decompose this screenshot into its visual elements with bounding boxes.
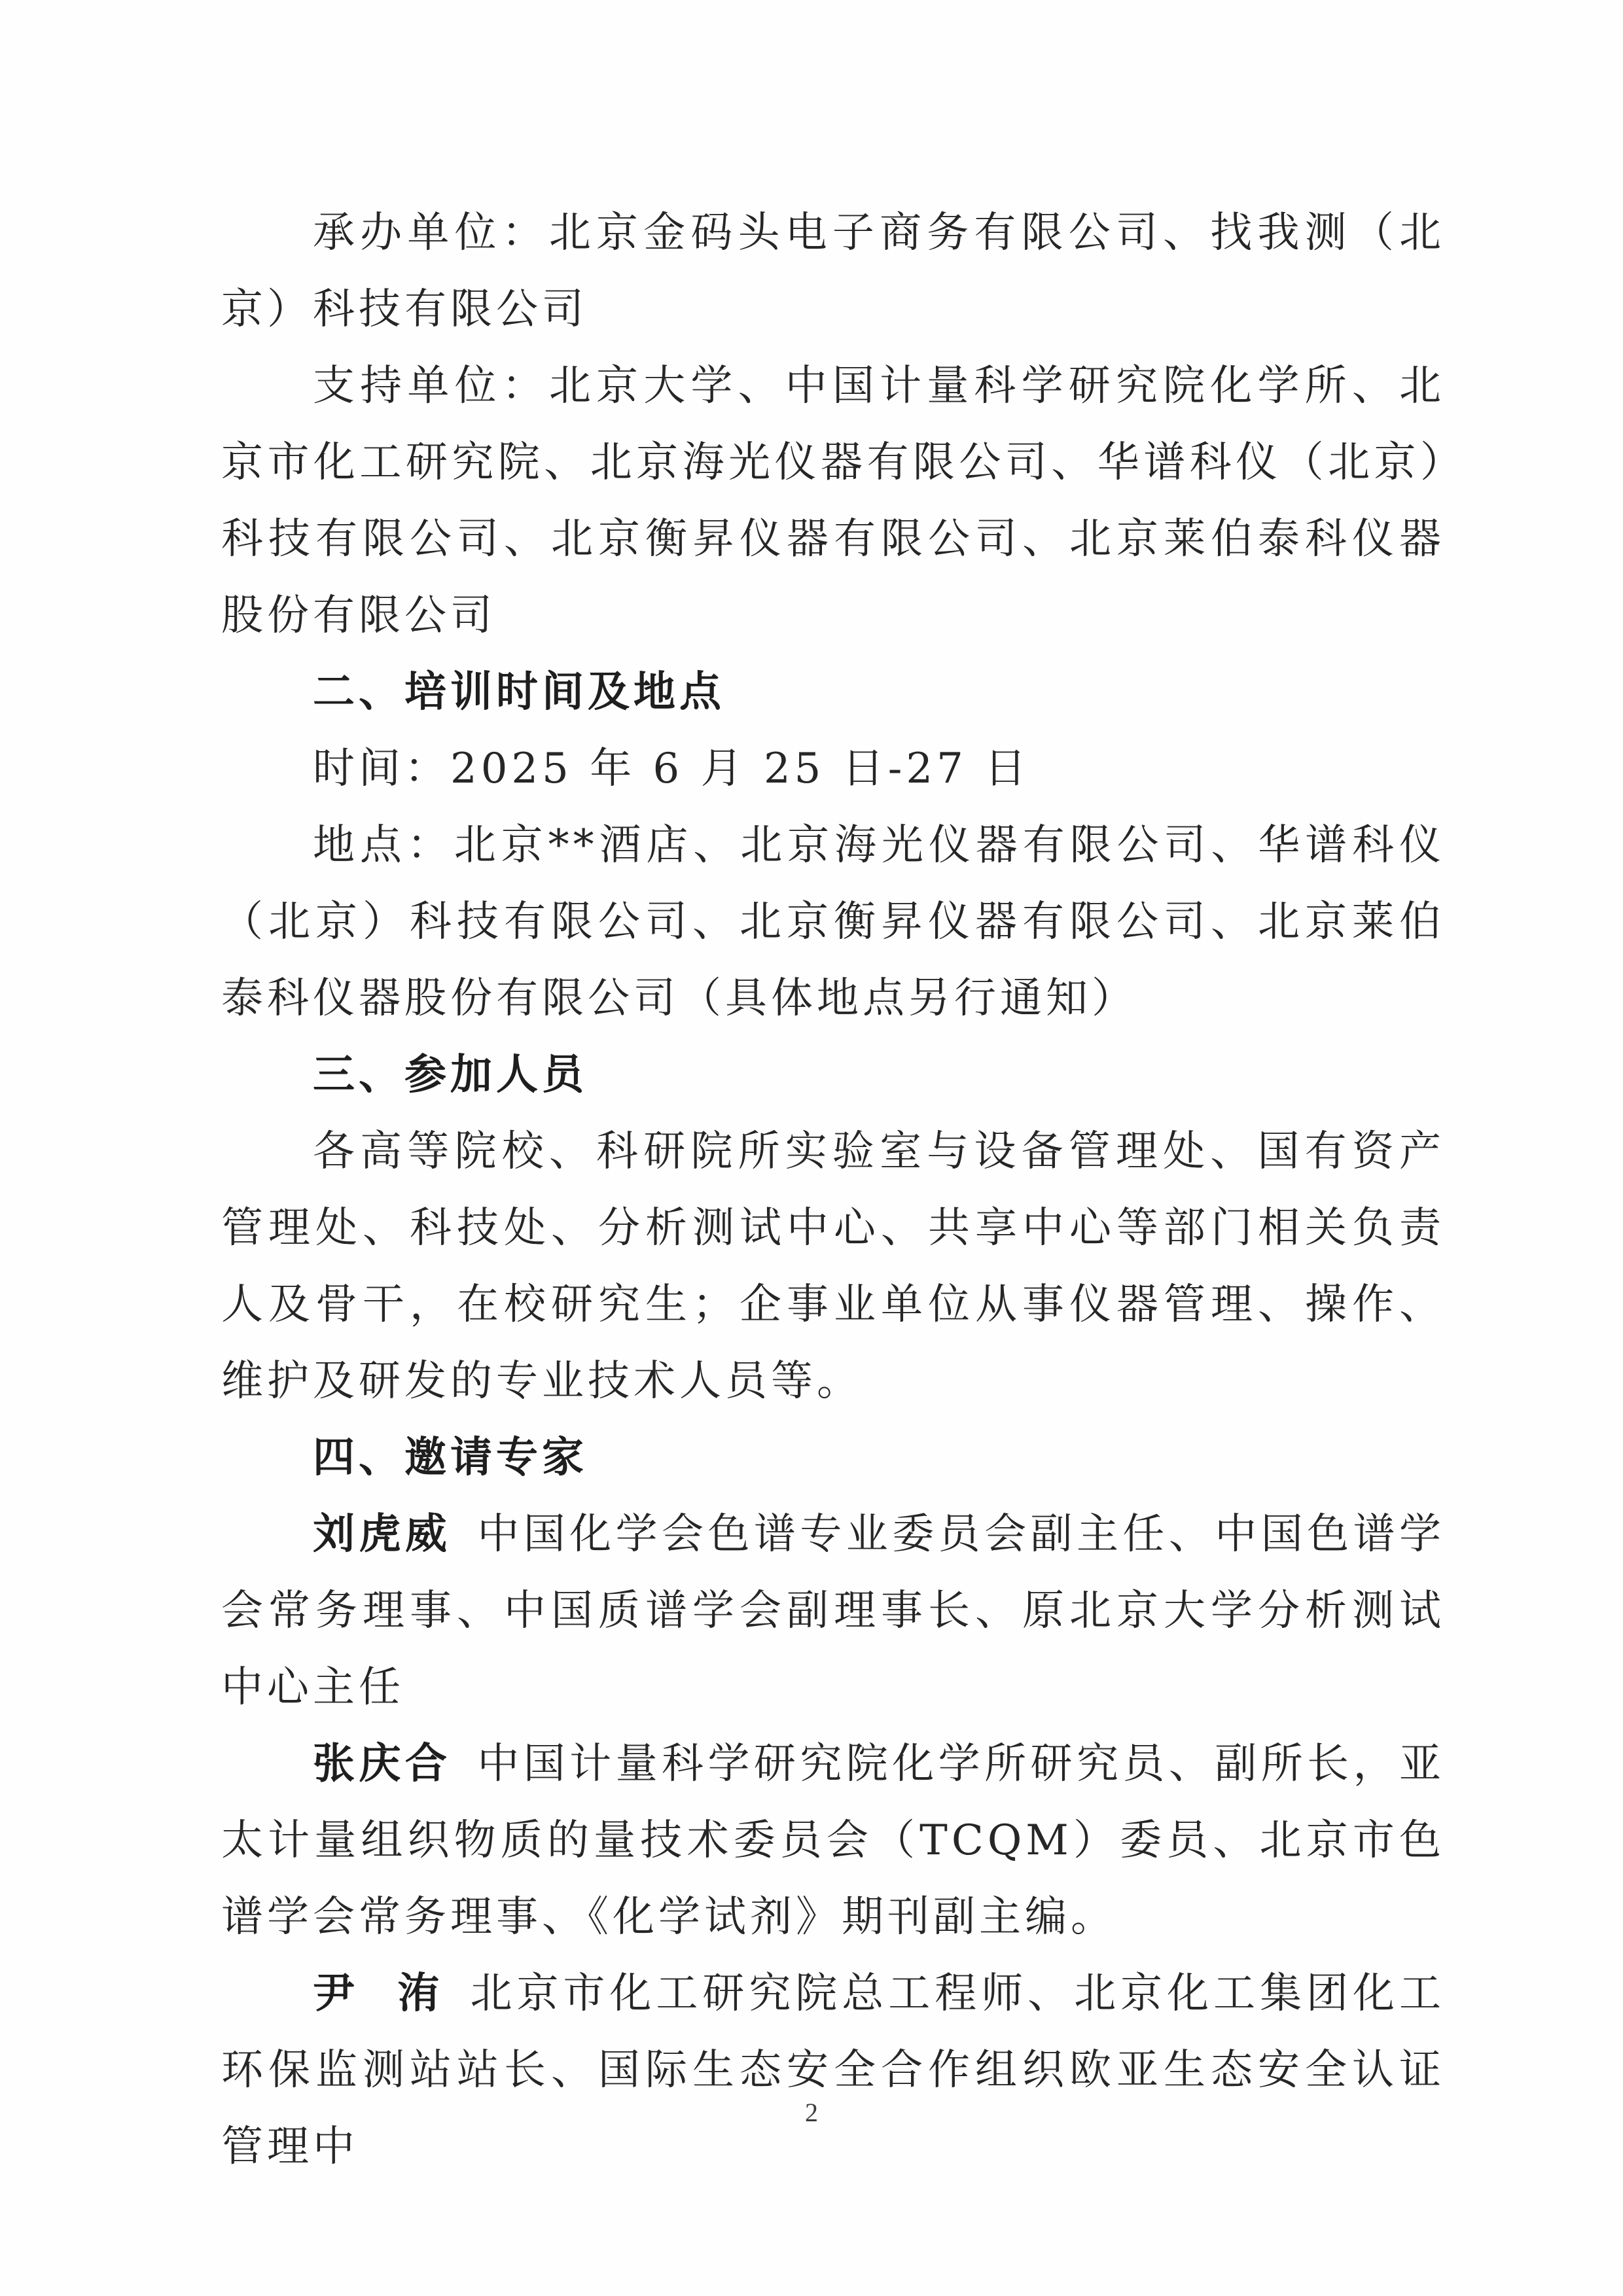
section-heading-experts: 四、邀请专家: [313, 1434, 588, 1482]
expert-entry: [221, 1496, 1445, 1726]
expert-description: 中国计量科学研究院化学所研究员、副所长，亚太计量组织物质的量技术委员会（TCQM）委员、北京市色谱学会常务理事、《化学试剂》期刊副主编。: [221, 1740, 1446, 1941]
expert-description: 北京市化工研究院总工程师、北京化工集团化工环保监测站站长、国际生态安全合作组织欧亚生态安全认证管理中: [221, 1969, 1445, 2171]
expert-entry: [221, 1956, 1445, 2185]
training-location-paragraph: 地点：北京**酒店、北京海光仪器有限公司、华谱科仪（北京）科技有限公司、北京衡昇仪器有限公司、北京莱伯泰科仪器股份有限公司（具体地点另行通知）: [221, 821, 1445, 1023]
expert-name: 刘虎威: [313, 1510, 452, 1559]
section-heading-participants: 三、参加人员: [313, 1051, 588, 1099]
organizer-paragraph: 承办单位：北京金码头电子商务有限公司、找我测（北京）科技有限公司: [221, 209, 1445, 334]
expert-name: 尹 洧: [313, 1969, 444, 2018]
expert-name: 张庆合: [313, 1740, 452, 1788]
expert-entry: [221, 1726, 1445, 1956]
supporter-paragraph: 支持单位：北京大学、中国计量科学研究院化学所、北京市化工研究院、北京海光仪器有限公司、华谱科仪（北京）科技有限公司、北京衡昇仪器有限公司、北京莱伯泰科仪器股份有限公司: [221, 362, 1445, 640]
training-time-paragraph: 时间：2025 年 6 月 25 日-27 日: [313, 745, 1031, 793]
expert-description: 中国化学会色谱专业委员会副主任、中国色谱学会常务理事、中国质谱学会副理事长、原北京大学分析测试中心主任: [221, 1510, 1446, 1712]
document-body: [221, 195, 1445, 2185]
participants-paragraph: 各高等院校、科研院所实验室与设备管理处、国有资产管理处、科技处、分析测试中心、共享中心等部门相关负责人及骨干，在校研究生；企事业单位从事仪器管理、操作、维护及研发的专业技术人员等。: [221, 1127, 1445, 1405]
page-number: 2: [805, 2098, 818, 2127]
section-heading-time-location: 二、培训时间及地点: [313, 668, 725, 716]
